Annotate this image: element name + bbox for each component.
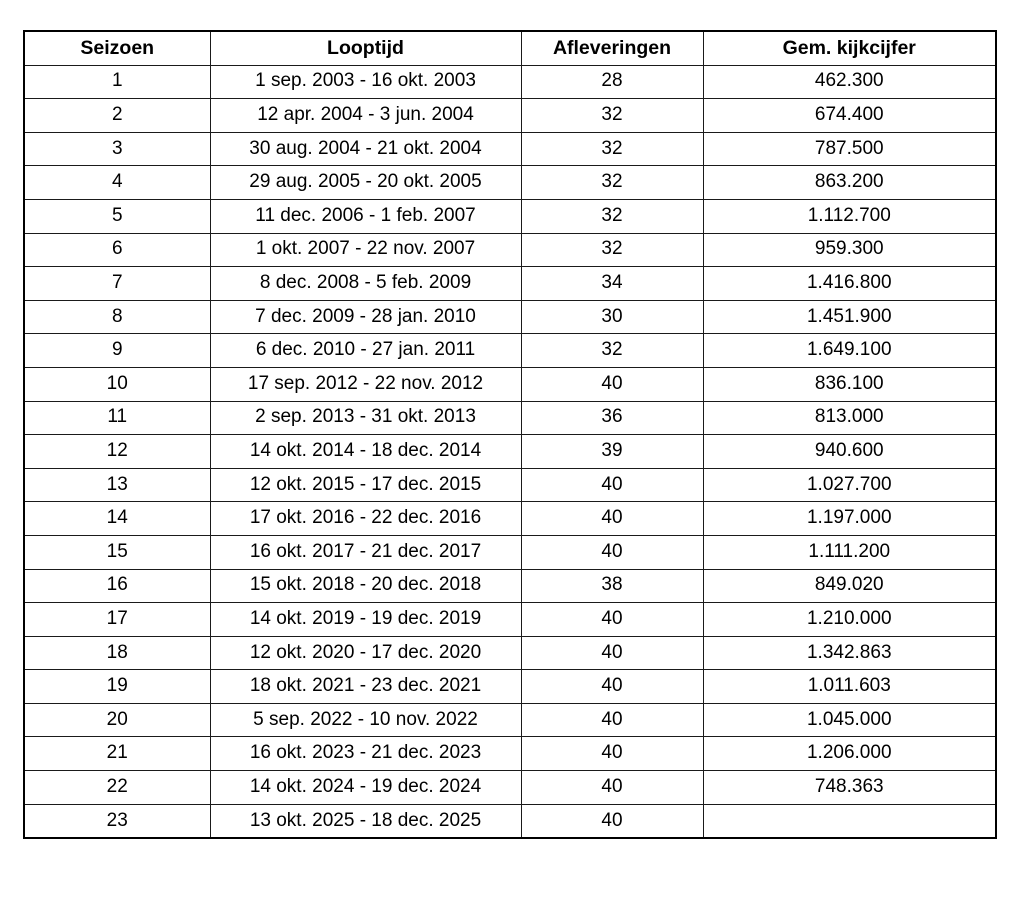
cell-kijkcijfer: 813.000	[703, 401, 996, 435]
cell-kijkcijfer: 1.027.700	[703, 468, 996, 502]
cell-seizoen: 7	[24, 267, 210, 301]
cell-seizoen: 4	[24, 166, 210, 200]
cell-afleveringen: 40	[521, 535, 703, 569]
cell-kijkcijfer: 863.200	[703, 166, 996, 200]
table-row	[24, 737, 996, 771]
cell-looptijd: 7 dec. 2009 - 28 jan. 2010	[210, 300, 521, 334]
cell-looptijd: 8 dec. 2008 - 5 feb. 2009	[210, 267, 521, 301]
column-header-kijkcijfer: Gem. kijkcijfer	[703, 31, 996, 65]
cell-kijkcijfer	[703, 804, 996, 838]
table-row	[24, 535, 996, 569]
cell-afleveringen: 28	[521, 65, 703, 99]
cell-looptijd: 1 okt. 2007 - 22 nov. 2007	[210, 233, 521, 267]
cell-seizoen: 22	[24, 771, 210, 805]
cell-seizoen: 10	[24, 367, 210, 401]
cell-kijkcijfer: 1.045.000	[703, 703, 996, 737]
table-row	[24, 199, 996, 233]
cell-kijkcijfer: 1.111.200	[703, 535, 996, 569]
cell-looptijd: 12 apr. 2004 - 3 jun. 2004	[210, 99, 521, 133]
cell-afleveringen: 40	[521, 737, 703, 771]
cell-seizoen: 21	[24, 737, 210, 771]
cell-seizoen: 6	[24, 233, 210, 267]
cell-kijkcijfer: 787.500	[703, 132, 996, 166]
table-row	[24, 300, 996, 334]
cell-kijkcijfer: 940.600	[703, 435, 996, 469]
cell-kijkcijfer: 1.197.000	[703, 502, 996, 536]
cell-looptijd: 12 okt. 2020 - 17 dec. 2020	[210, 636, 521, 670]
cell-seizoen: 23	[24, 804, 210, 838]
cell-kijkcijfer: 674.400	[703, 99, 996, 133]
table-row	[24, 233, 996, 267]
column-header-afleveringen: Afleveringen	[521, 31, 703, 65]
header-row	[24, 31, 996, 65]
cell-kijkcijfer: 849.020	[703, 569, 996, 603]
cell-seizoen: 16	[24, 569, 210, 603]
cell-looptijd: 5 sep. 2022 - 10 nov. 2022	[210, 703, 521, 737]
table-row	[24, 703, 996, 737]
table-row	[24, 771, 996, 805]
cell-kijkcijfer: 462.300	[703, 65, 996, 99]
cell-afleveringen: 40	[521, 804, 703, 838]
table-row	[24, 65, 996, 99]
cell-afleveringen: 39	[521, 435, 703, 469]
cell-looptijd: 30 aug. 2004 - 21 okt. 2004	[210, 132, 521, 166]
cell-afleveringen: 40	[521, 636, 703, 670]
table-row	[24, 569, 996, 603]
table-row	[24, 401, 996, 435]
cell-looptijd: 15 okt. 2018 - 20 dec. 2018	[210, 569, 521, 603]
cell-afleveringen: 40	[521, 670, 703, 704]
cell-afleveringen: 40	[521, 771, 703, 805]
cell-afleveringen: 34	[521, 267, 703, 301]
table-header	[24, 31, 996, 65]
cell-afleveringen: 38	[521, 569, 703, 603]
cell-looptijd: 16 okt. 2023 - 21 dec. 2023	[210, 737, 521, 771]
cell-kijkcijfer: 1.342.863	[703, 636, 996, 670]
cell-kijkcijfer: 836.100	[703, 367, 996, 401]
cell-afleveringen: 40	[521, 367, 703, 401]
cell-looptijd: 13 okt. 2025 - 18 dec. 2025	[210, 804, 521, 838]
cell-kijkcijfer: 748.363	[703, 771, 996, 805]
cell-seizoen: 2	[24, 99, 210, 133]
cell-seizoen: 18	[24, 636, 210, 670]
cell-afleveringen: 32	[521, 132, 703, 166]
cell-looptijd: 2 sep. 2013 - 31 okt. 2013	[210, 401, 521, 435]
table-row	[24, 468, 996, 502]
cell-looptijd: 12 okt. 2015 - 17 dec. 2015	[210, 468, 521, 502]
cell-seizoen: 8	[24, 300, 210, 334]
cell-looptijd: 11 dec. 2006 - 1 feb. 2007	[210, 199, 521, 233]
cell-kijkcijfer: 1.451.900	[703, 300, 996, 334]
table-row	[24, 804, 996, 838]
table-row	[24, 99, 996, 133]
cell-seizoen: 19	[24, 670, 210, 704]
cell-afleveringen: 40	[521, 468, 703, 502]
cell-afleveringen: 40	[521, 603, 703, 637]
cell-seizoen: 17	[24, 603, 210, 637]
cell-looptijd: 1 sep. 2003 - 16 okt. 2003	[210, 65, 521, 99]
cell-seizoen: 5	[24, 199, 210, 233]
cell-kijkcijfer: 1.416.800	[703, 267, 996, 301]
cell-kijkcijfer: 1.112.700	[703, 199, 996, 233]
table-row	[24, 435, 996, 469]
cell-looptijd: 14 okt. 2024 - 19 dec. 2024	[210, 771, 521, 805]
table-row	[24, 603, 996, 637]
cell-kijkcijfer: 1.206.000	[703, 737, 996, 771]
table-row	[24, 636, 996, 670]
cell-afleveringen: 32	[521, 334, 703, 368]
cell-seizoen: 20	[24, 703, 210, 737]
cell-seizoen: 3	[24, 132, 210, 166]
cell-afleveringen: 32	[521, 166, 703, 200]
cell-afleveringen: 32	[521, 199, 703, 233]
table-row	[24, 334, 996, 368]
cell-afleveringen: 40	[521, 703, 703, 737]
cell-seizoen: 12	[24, 435, 210, 469]
cell-kijkcijfer: 959.300	[703, 233, 996, 267]
season-ratings-table	[23, 30, 997, 839]
cell-kijkcijfer: 1.011.603	[703, 670, 996, 704]
cell-seizoen: 13	[24, 468, 210, 502]
table-row	[24, 367, 996, 401]
column-header-seizoen: Seizoen	[24, 31, 210, 65]
cell-seizoen: 1	[24, 65, 210, 99]
cell-seizoen: 14	[24, 502, 210, 536]
table-row	[24, 670, 996, 704]
table-row	[24, 502, 996, 536]
table-row	[24, 267, 996, 301]
cell-kijkcijfer: 1.210.000	[703, 603, 996, 637]
cell-afleveringen: 36	[521, 401, 703, 435]
cell-seizoen: 15	[24, 535, 210, 569]
cell-looptijd: 18 okt. 2021 - 23 dec. 2021	[210, 670, 521, 704]
cell-afleveringen: 32	[521, 233, 703, 267]
cell-seizoen: 11	[24, 401, 210, 435]
cell-afleveringen: 32	[521, 99, 703, 133]
cell-looptijd: 14 okt. 2019 - 19 dec. 2019	[210, 603, 521, 637]
cell-looptijd: 29 aug. 2005 - 20 okt. 2005	[210, 166, 521, 200]
table-row	[24, 132, 996, 166]
cell-afleveringen: 30	[521, 300, 703, 334]
cell-looptijd: 14 okt. 2014 - 18 dec. 2014	[210, 435, 521, 469]
cell-looptijd: 16 okt. 2017 - 21 dec. 2017	[210, 535, 521, 569]
cell-looptijd: 6 dec. 2010 - 27 jan. 2011	[210, 334, 521, 368]
column-header-looptijd: Looptijd	[210, 31, 521, 65]
cell-looptijd: 17 okt. 2016 - 22 dec. 2016	[210, 502, 521, 536]
cell-seizoen: 9	[24, 334, 210, 368]
cell-afleveringen: 40	[521, 502, 703, 536]
cell-kijkcijfer: 1.649.100	[703, 334, 996, 368]
table-row	[24, 166, 996, 200]
table-body	[24, 65, 996, 838]
cell-looptijd: 17 sep. 2012 - 22 nov. 2012	[210, 367, 521, 401]
